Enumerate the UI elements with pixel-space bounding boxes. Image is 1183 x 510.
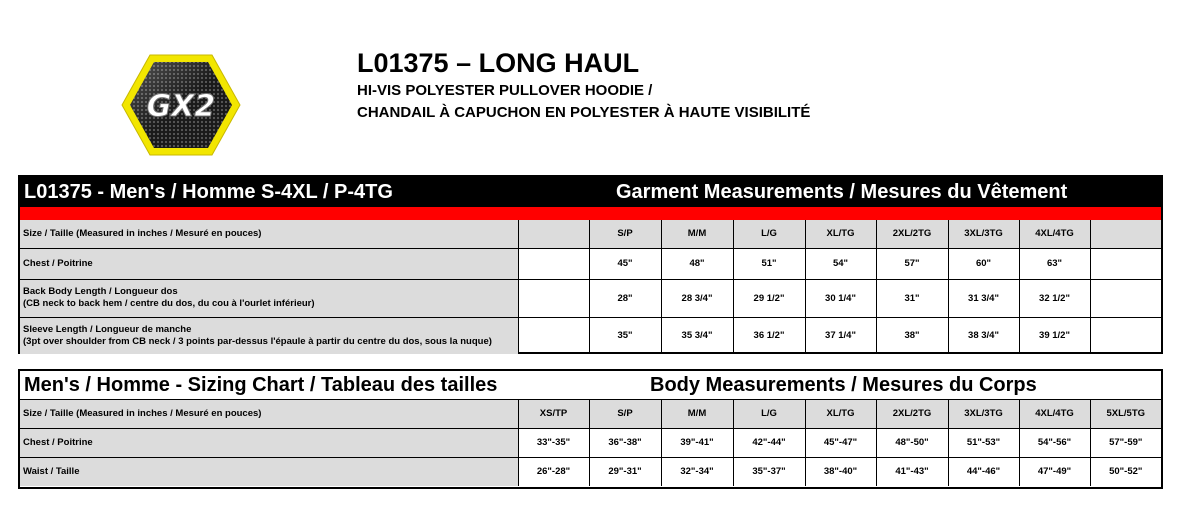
- size-cell: XL/TG: [805, 220, 876, 248]
- value-cell: [1090, 279, 1161, 317]
- size-cell: M/M: [661, 220, 733, 248]
- size-cell: 3XL/3TG: [948, 220, 1019, 248]
- size-cell: [518, 220, 589, 248]
- value-cell: 44"-46": [948, 457, 1019, 486]
- body-title-bar: [20, 371, 1161, 400]
- value-cell: 28 3/4": [661, 279, 733, 317]
- value-cell: 42"-44": [733, 428, 805, 457]
- value-cell: 35"-37": [733, 457, 805, 486]
- row-label: [20, 317, 518, 354]
- row-label-note: (3pt over shoulder from CB neck / 3 points par-dessus l'épaule à partir du centre du dos, sous la nuque): [23, 335, 492, 347]
- row-label-line: Sleeve Length / Longueur de manche: [23, 323, 192, 335]
- body-left-title: Men's / Homme - Sizing Chart / Tableau des tailles: [24, 373, 498, 396]
- product-title-block: [357, 46, 810, 124]
- value-cell: 51": [733, 248, 805, 279]
- value-cell: [518, 317, 589, 354]
- size-cell: 2XL/2TG: [876, 220, 948, 248]
- value-cell: 30 1/4": [805, 279, 876, 317]
- size-cell: S/P: [589, 400, 661, 428]
- size-cell: 4XL/4TG: [1019, 220, 1090, 248]
- gx2-hexagon-logo: [120, 52, 242, 158]
- value-cell: 63": [1019, 248, 1090, 279]
- product-subtitle-fr: CHANDAIL À CAPUCHON EN POLYESTER À HAUTE VISIBILITÉ: [357, 104, 811, 121]
- garment-header-row: [20, 220, 1161, 248]
- garment-left-title: L01375 - Men's / Homme S-4XL / P-4TG: [24, 180, 393, 203]
- value-cell: 35": [589, 317, 661, 354]
- value-cell: 38": [876, 317, 948, 354]
- body-header-row: [20, 400, 1161, 428]
- value-cell: 35 3/4": [661, 317, 733, 354]
- value-cell: 29"-31": [589, 457, 661, 486]
- value-cell: 54"-56": [1019, 428, 1090, 457]
- value-cell: 60": [948, 248, 1019, 279]
- value-cell: 32"-34": [661, 457, 733, 486]
- garment-right-title: Garment Measurements / Mesures du Vêtement: [616, 180, 1068, 203]
- value-cell: 39"-41": [661, 428, 733, 457]
- value-cell: 31": [876, 279, 948, 317]
- product-subtitle-en: HI-VIS POLYESTER PULLOVER HOODIE /: [357, 82, 653, 99]
- value-cell: 39 1/2": [1019, 317, 1090, 354]
- size-cell: 4XL/4TG: [1019, 400, 1090, 428]
- logo-text: GX2: [146, 89, 216, 124]
- value-cell: 45"-47": [805, 428, 876, 457]
- value-cell: [1090, 317, 1161, 354]
- value-cell: 48": [661, 248, 733, 279]
- row-label-line: Back Body Length / Longueur dos: [23, 286, 178, 297]
- value-cell: 36 1/2": [733, 317, 805, 354]
- row-label-line: Chest / Poitrine: [23, 257, 93, 269]
- value-cell: 28": [589, 279, 661, 317]
- row-label: Waist / Taille: [20, 457, 518, 486]
- value-cell: 54": [805, 248, 876, 279]
- table-row: [20, 317, 1161, 354]
- value-cell: 57"-59": [1090, 428, 1161, 457]
- row-label: [20, 279, 518, 317]
- value-cell: 57": [876, 248, 948, 279]
- size-cell: 2XL/2TG: [876, 400, 948, 428]
- row-label-note: (CB neck to back hem / centre du dos, du cou à l'ourlet inférieur): [23, 298, 315, 309]
- size-cell: XS/TP: [518, 400, 589, 428]
- value-cell: 47"-49": [1019, 457, 1090, 486]
- value-cell: 36"-38": [589, 428, 661, 457]
- value-cell: 29 1/2": [733, 279, 805, 317]
- size-header-label: Size / Taille (Measured in inches / Mesuré en pouces): [20, 400, 518, 428]
- table-row: [20, 457, 1161, 486]
- body-table: [20, 400, 1161, 486]
- garment-title-bar: [20, 177, 1161, 207]
- value-cell: 32 1/2": [1019, 279, 1090, 317]
- value-cell: 31 3/4": [948, 279, 1019, 317]
- table-row: [20, 248, 1161, 279]
- row-label: [20, 248, 518, 279]
- value-cell: 38 3/4": [948, 317, 1019, 354]
- garment-measurements-panel: [18, 175, 1163, 354]
- size-cell: 5XL/5TG: [1090, 400, 1161, 428]
- row-label: Chest / Poitrine: [20, 428, 518, 457]
- value-cell: 26"-28": [518, 457, 589, 486]
- garment-table: [20, 220, 1161, 354]
- size-cell: XL/TG: [805, 400, 876, 428]
- body-right-title: Body Measurements / Mesures du Corps: [650, 373, 1037, 396]
- body-measurements-panel: [18, 369, 1163, 489]
- value-cell: 37 1/4": [805, 317, 876, 354]
- size-cell: 3XL/3TG: [948, 400, 1019, 428]
- value-cell: 33"-35": [518, 428, 589, 457]
- size-cell: L/G: [733, 220, 805, 248]
- value-cell: 38"-40": [805, 457, 876, 486]
- table-row: [20, 279, 1161, 317]
- value-cell: 51"-53": [948, 428, 1019, 457]
- value-cell: [518, 279, 589, 317]
- size-cell: L/G: [733, 400, 805, 428]
- size-header-label: Size / Taille (Measured in inches / Mesuré en pouces): [20, 220, 518, 248]
- value-cell: [1090, 248, 1161, 279]
- value-cell: [518, 248, 589, 279]
- table-row: [20, 428, 1161, 457]
- value-cell: 50"-52": [1090, 457, 1161, 486]
- value-cell: 45": [589, 248, 661, 279]
- size-cell: [1090, 220, 1161, 248]
- value-cell: 48"-50": [876, 428, 948, 457]
- value-cell: 41"-43": [876, 457, 948, 486]
- size-cell: M/M: [661, 400, 733, 428]
- size-cell: S/P: [589, 220, 661, 248]
- red-accent-bar: [20, 207, 1161, 220]
- product-title: L01375 – LONG HAUL: [357, 48, 640, 78]
